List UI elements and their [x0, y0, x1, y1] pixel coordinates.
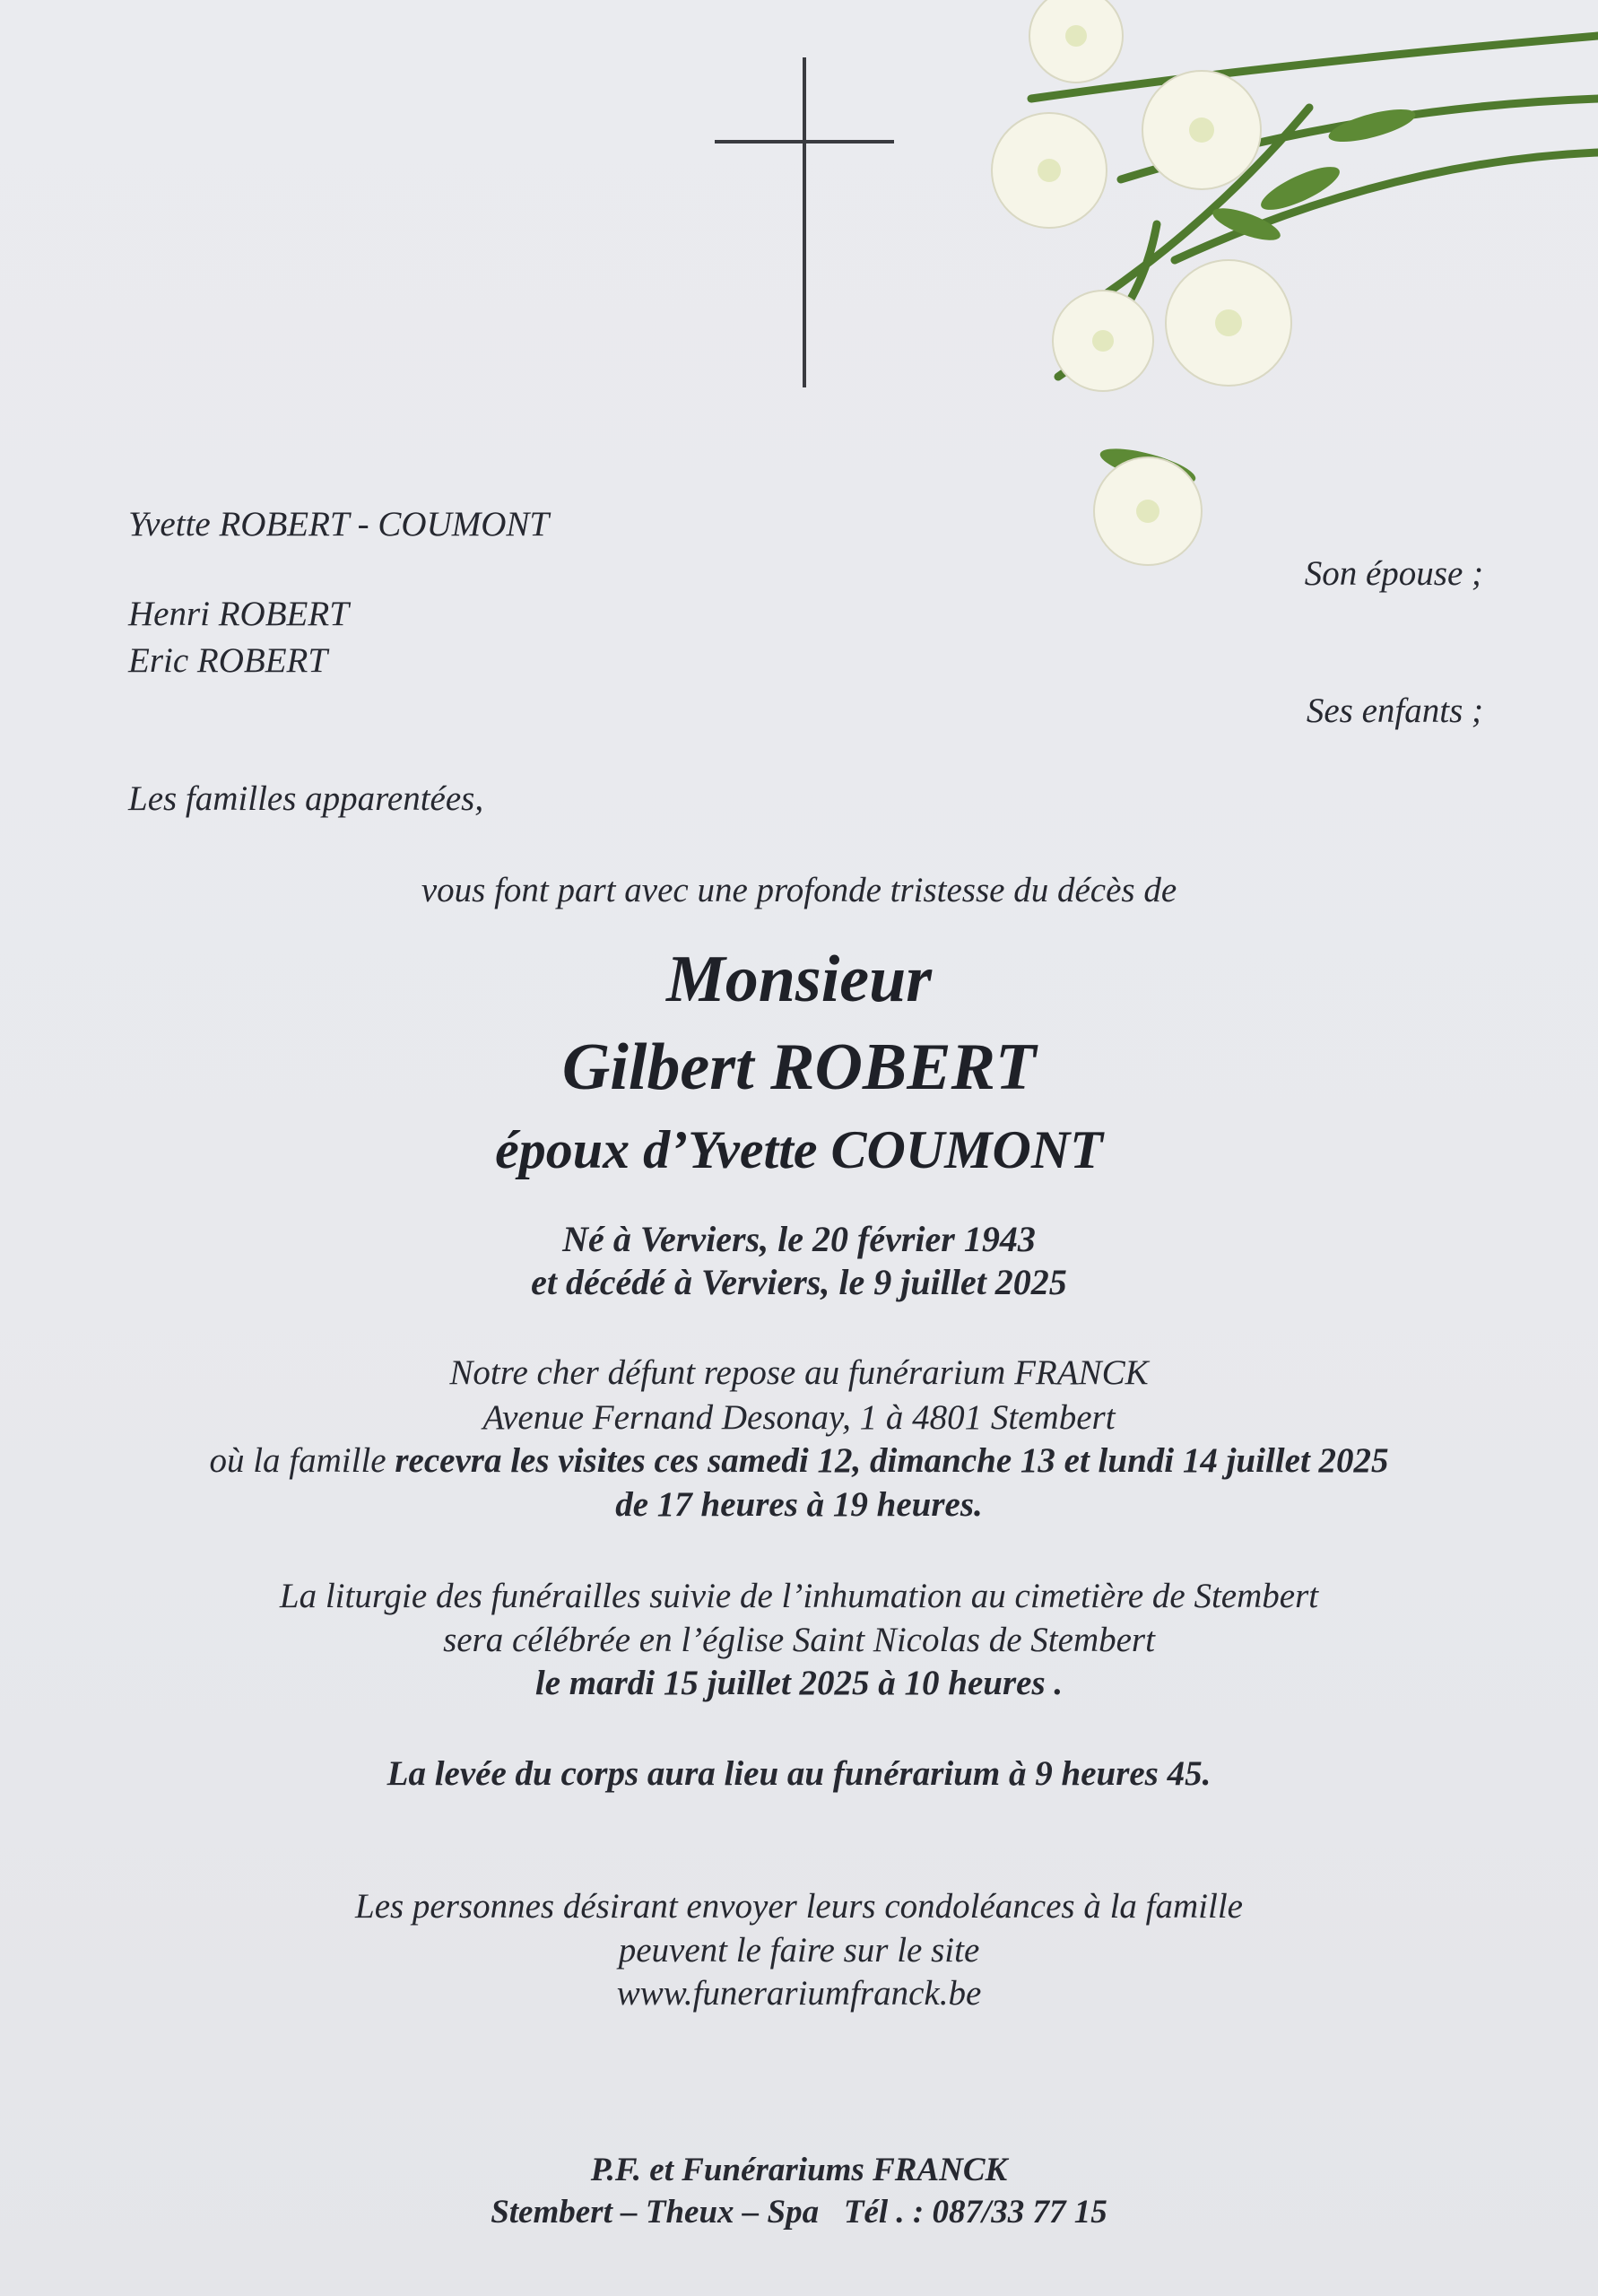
- levee-line: La levée du corps aura lieu au funérarium à 9 heures 45.: [386, 1754, 1212, 1793]
- footer-contact: Stembert – Theux – Spa Tél . : 087/33 77 15: [491, 2194, 1107, 2231]
- visitation-line-2: Avenue Fernand Desonay, 1 à 4801 Stembert: [482, 1398, 1116, 1437]
- visitation-line-1: Notre cher défunt repose au funérarium FRANCK: [449, 1353, 1149, 1392]
- wife-role: Son épouse ;: [1304, 554, 1483, 593]
- child-name-2: Eric ROBERT: [128, 641, 328, 680]
- relatives-line: Les familles apparentées,: [128, 779, 484, 818]
- visitation-line-3: [0, 1440, 1598, 1481]
- funeral-date: le mardi 15 juillet 2025 à 10 heures .: [534, 1664, 1064, 1702]
- child-name-1: Henri ROBERT: [128, 595, 349, 633]
- children-role: Ses enfants ;: [1306, 691, 1483, 730]
- flower-bouquet-icon: [924, 0, 1598, 601]
- deceased-name: Gilbert ROBERT: [561, 1031, 1037, 1104]
- deceased-title: Monsieur: [665, 943, 933, 1016]
- condolences-line-1: Les personnes désirant envoyer leurs condoléances à la famille: [355, 1887, 1243, 1926]
- funeral-line-1: La liturgie des funérailles suivie de l’inhumation au cimetière de Stembert: [279, 1577, 1319, 1615]
- birth-line: Né à Verviers, le 20 février 1943: [562, 1219, 1036, 1259]
- cross-icon-bar: [715, 140, 894, 144]
- condolences-line-2: peuvent le faire sur le site: [618, 1931, 980, 1970]
- condolences-website[interactable]: www.funerariumfranck.be: [616, 1974, 982, 2013]
- visitation-line-3-bold: recevra les visites ces samedi 12, dimanche 13 et lundi 14 juillet 2025: [395, 1441, 1389, 1480]
- spouse-line: époux d’Yvette COUMONT: [495, 1120, 1103, 1179]
- death-line: et décédé à Verviers, le 9 juillet 2025: [531, 1262, 1067, 1302]
- footer-company: P.F. et Funérariums FRANCK: [590, 2152, 1008, 2188]
- visitation-line-3-normal: où la famille: [209, 1441, 395, 1480]
- wife-name: Yvette ROBERT - COUMONT: [128, 505, 550, 544]
- intro-line: vous font part avec une profonde tristesse du décès de: [421, 871, 1177, 909]
- cross-icon: [803, 57, 806, 387]
- visitation-hours: de 17 heures à 19 heures.: [615, 1485, 983, 1524]
- funeral-line-2: sera célébrée en l’église Saint Nicolas de Stembert: [443, 1621, 1155, 1659]
